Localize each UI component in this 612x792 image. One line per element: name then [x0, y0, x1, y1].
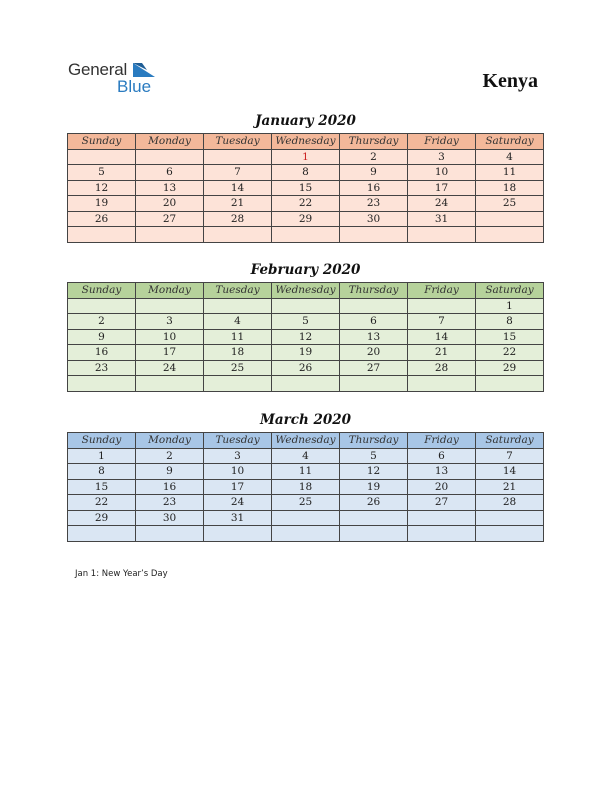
- day-cell: 23: [340, 196, 408, 212]
- day-cell: 7: [204, 165, 272, 181]
- day-cell: 22: [476, 345, 544, 361]
- week-row: [68, 495, 544, 511]
- day-cell: 27: [340, 360, 408, 376]
- day-cell: 26: [68, 211, 136, 227]
- day-cell: 29: [476, 360, 544, 376]
- day-cell: 23: [68, 360, 136, 376]
- weekday-header-row: [68, 134, 544, 150]
- day-cell: 14: [476, 464, 544, 480]
- logo-text-general: General: [68, 60, 128, 79]
- empty-day-cell: [68, 149, 136, 165]
- day-cell: 11: [272, 464, 340, 480]
- day-cell: 21: [204, 196, 272, 212]
- empty-day-cell: [340, 510, 408, 526]
- holiday-notes: Jan 1: New Year’s Day: [75, 569, 168, 579]
- day-cell: 18: [204, 345, 272, 361]
- week-row: [68, 211, 544, 227]
- day-cell: 6: [408, 448, 476, 464]
- day-cell: 2: [340, 149, 408, 165]
- day-cell: 28: [476, 495, 544, 511]
- weekday-header: Wednesday: [272, 433, 340, 449]
- day-cell: 13: [340, 329, 408, 345]
- day-cell: 16: [136, 479, 204, 495]
- day-cell: 27: [136, 211, 204, 227]
- logo-triangle-icon: [133, 63, 155, 77]
- country-title: Kenya: [482, 70, 538, 92]
- calendar-table: [67, 282, 544, 392]
- weekday-header-row: [68, 433, 544, 449]
- logo: [68, 60, 168, 100]
- weekday-header: Friday: [408, 433, 476, 449]
- calendar-table: [67, 432, 544, 542]
- weekday-header: Wednesday: [272, 134, 340, 150]
- day-cell: 19: [68, 196, 136, 212]
- week-row: [68, 479, 544, 495]
- empty-day-cell: [68, 376, 136, 392]
- week-row: [68, 526, 544, 542]
- empty-day-cell: [136, 227, 204, 243]
- empty-day-cell: [408, 298, 476, 314]
- month-january: [67, 112, 544, 243]
- day-cell: 20: [340, 345, 408, 361]
- weekday-header: Tuesday: [204, 283, 272, 299]
- day-cell: 4: [272, 448, 340, 464]
- empty-day-cell: [272, 227, 340, 243]
- week-row: [68, 464, 544, 480]
- day-cell: 18: [272, 479, 340, 495]
- week-row: [68, 314, 544, 330]
- day-cell: 6: [136, 165, 204, 181]
- empty-day-cell: [68, 227, 136, 243]
- weekday-header: Saturday: [476, 433, 544, 449]
- day-cell: 15: [476, 329, 544, 345]
- day-cell: 16: [340, 180, 408, 196]
- day-cell: 29: [272, 211, 340, 227]
- day-cell: 13: [408, 464, 476, 480]
- day-cell: 20: [408, 479, 476, 495]
- day-cell: 6: [340, 314, 408, 330]
- empty-day-cell: [68, 526, 136, 542]
- day-cell: 30: [136, 510, 204, 526]
- empty-day-cell: [476, 510, 544, 526]
- empty-day-cell: [408, 526, 476, 542]
- empty-day-cell: [408, 376, 476, 392]
- weekday-header: Friday: [408, 283, 476, 299]
- weekday-header: Thursday: [340, 433, 408, 449]
- weekday-header: Sunday: [68, 134, 136, 150]
- day-cell: 5: [340, 448, 408, 464]
- day-cell: 19: [272, 345, 340, 361]
- weekday-header: Sunday: [68, 433, 136, 449]
- empty-day-cell: [272, 526, 340, 542]
- day-cell: 12: [68, 180, 136, 196]
- week-row: [68, 448, 544, 464]
- day-cell: 31: [408, 211, 476, 227]
- day-cell: 5: [68, 165, 136, 181]
- day-cell: 11: [204, 329, 272, 345]
- weekday-header: Sunday: [68, 283, 136, 299]
- week-row: [68, 196, 544, 212]
- empty-day-cell: [340, 376, 408, 392]
- day-cell: 7: [408, 314, 476, 330]
- month-march: [67, 411, 544, 542]
- empty-day-cell: [136, 298, 204, 314]
- month-title: February 2020: [250, 262, 361, 278]
- day-cell: 26: [272, 360, 340, 376]
- empty-day-cell: [272, 510, 340, 526]
- day-cell: 22: [68, 495, 136, 511]
- day-cell: 30: [340, 211, 408, 227]
- empty-day-cell: [476, 526, 544, 542]
- weekday-header: Wednesday: [272, 283, 340, 299]
- empty-day-cell: [340, 526, 408, 542]
- month-title: January 2020: [255, 113, 356, 129]
- week-row: [68, 298, 544, 314]
- day-cell: 23: [136, 495, 204, 511]
- day-cell: 21: [476, 479, 544, 495]
- day-cell: 25: [272, 495, 340, 511]
- empty-day-cell: [476, 211, 544, 227]
- empty-day-cell: [204, 376, 272, 392]
- week-row: [68, 510, 544, 526]
- empty-day-cell: [204, 149, 272, 165]
- week-row: [68, 329, 544, 345]
- empty-day-cell: [136, 376, 204, 392]
- empty-day-cell: [476, 227, 544, 243]
- week-row: [68, 180, 544, 196]
- empty-day-cell: [136, 526, 204, 542]
- empty-day-cell: [136, 149, 204, 165]
- day-cell: 1: [68, 448, 136, 464]
- empty-day-cell: [204, 298, 272, 314]
- day-cell: 3: [408, 149, 476, 165]
- day-cell: 9: [340, 165, 408, 181]
- week-row: [68, 376, 544, 392]
- day-cell: 1: [476, 298, 544, 314]
- calendar-table: [67, 133, 544, 243]
- day-cell: 4: [204, 314, 272, 330]
- day-cell: 2: [136, 448, 204, 464]
- day-cell: 24: [408, 196, 476, 212]
- day-cell: 19: [340, 479, 408, 495]
- weekday-header: Monday: [136, 134, 204, 150]
- day-cell: 3: [136, 314, 204, 330]
- day-cell: 10: [204, 464, 272, 480]
- month-february: [67, 261, 544, 392]
- day-cell: 1: [272, 149, 340, 165]
- day-cell: 18: [476, 180, 544, 196]
- day-cell: 13: [136, 180, 204, 196]
- day-cell: 17: [408, 180, 476, 196]
- empty-day-cell: [204, 227, 272, 243]
- empty-day-cell: [68, 298, 136, 314]
- weekday-header: Saturday: [476, 283, 544, 299]
- day-cell: 22: [272, 196, 340, 212]
- day-cell: 24: [136, 360, 204, 376]
- day-cell: 14: [408, 329, 476, 345]
- day-cell: 28: [204, 211, 272, 227]
- day-cell: 26: [340, 495, 408, 511]
- day-cell: 4: [476, 149, 544, 165]
- week-row: [68, 165, 544, 181]
- day-cell: 17: [136, 345, 204, 361]
- day-cell: 8: [68, 464, 136, 480]
- logo-text-blue: Blue: [117, 77, 152, 96]
- day-cell: 10: [136, 329, 204, 345]
- day-cell: 3: [204, 448, 272, 464]
- weekday-header: Thursday: [340, 283, 408, 299]
- day-cell: 12: [340, 464, 408, 480]
- day-cell: 27: [408, 495, 476, 511]
- weekday-header: Friday: [408, 134, 476, 150]
- week-row: [68, 360, 544, 376]
- day-cell: 21: [408, 345, 476, 361]
- day-cell: 25: [204, 360, 272, 376]
- day-cell: 8: [476, 314, 544, 330]
- day-cell: 8: [272, 165, 340, 181]
- week-row: [68, 345, 544, 361]
- day-cell: 20: [136, 196, 204, 212]
- week-row: [68, 149, 544, 165]
- day-cell: 9: [68, 329, 136, 345]
- day-cell: 5: [272, 314, 340, 330]
- day-cell: 7: [476, 448, 544, 464]
- empty-day-cell: [340, 227, 408, 243]
- month-title: March 2020: [259, 412, 352, 428]
- weekday-header: Tuesday: [204, 134, 272, 150]
- empty-day-cell: [476, 376, 544, 392]
- day-cell: 29: [68, 510, 136, 526]
- day-cell: 15: [68, 479, 136, 495]
- day-cell: 28: [408, 360, 476, 376]
- day-cell: 10: [408, 165, 476, 181]
- day-cell: 24: [204, 495, 272, 511]
- weekday-header: Monday: [136, 283, 204, 299]
- day-cell: 25: [476, 196, 544, 212]
- day-cell: 31: [204, 510, 272, 526]
- day-cell: 11: [476, 165, 544, 181]
- empty-day-cell: [408, 227, 476, 243]
- empty-day-cell: [272, 376, 340, 392]
- empty-day-cell: [340, 298, 408, 314]
- weekday-header-row: [68, 283, 544, 299]
- week-row: [68, 227, 544, 243]
- weekday-header: Monday: [136, 433, 204, 449]
- weekday-header: Saturday: [476, 134, 544, 150]
- day-cell: 2: [68, 314, 136, 330]
- day-cell: 15: [272, 180, 340, 196]
- day-cell: 14: [204, 180, 272, 196]
- empty-day-cell: [272, 298, 340, 314]
- weekday-header: Thursday: [340, 134, 408, 150]
- day-cell: 17: [204, 479, 272, 495]
- day-cell: 12: [272, 329, 340, 345]
- empty-day-cell: [408, 510, 476, 526]
- day-cell: 16: [68, 345, 136, 361]
- day-cell: 9: [136, 464, 204, 480]
- weekday-header: Tuesday: [204, 433, 272, 449]
- empty-day-cell: [204, 526, 272, 542]
